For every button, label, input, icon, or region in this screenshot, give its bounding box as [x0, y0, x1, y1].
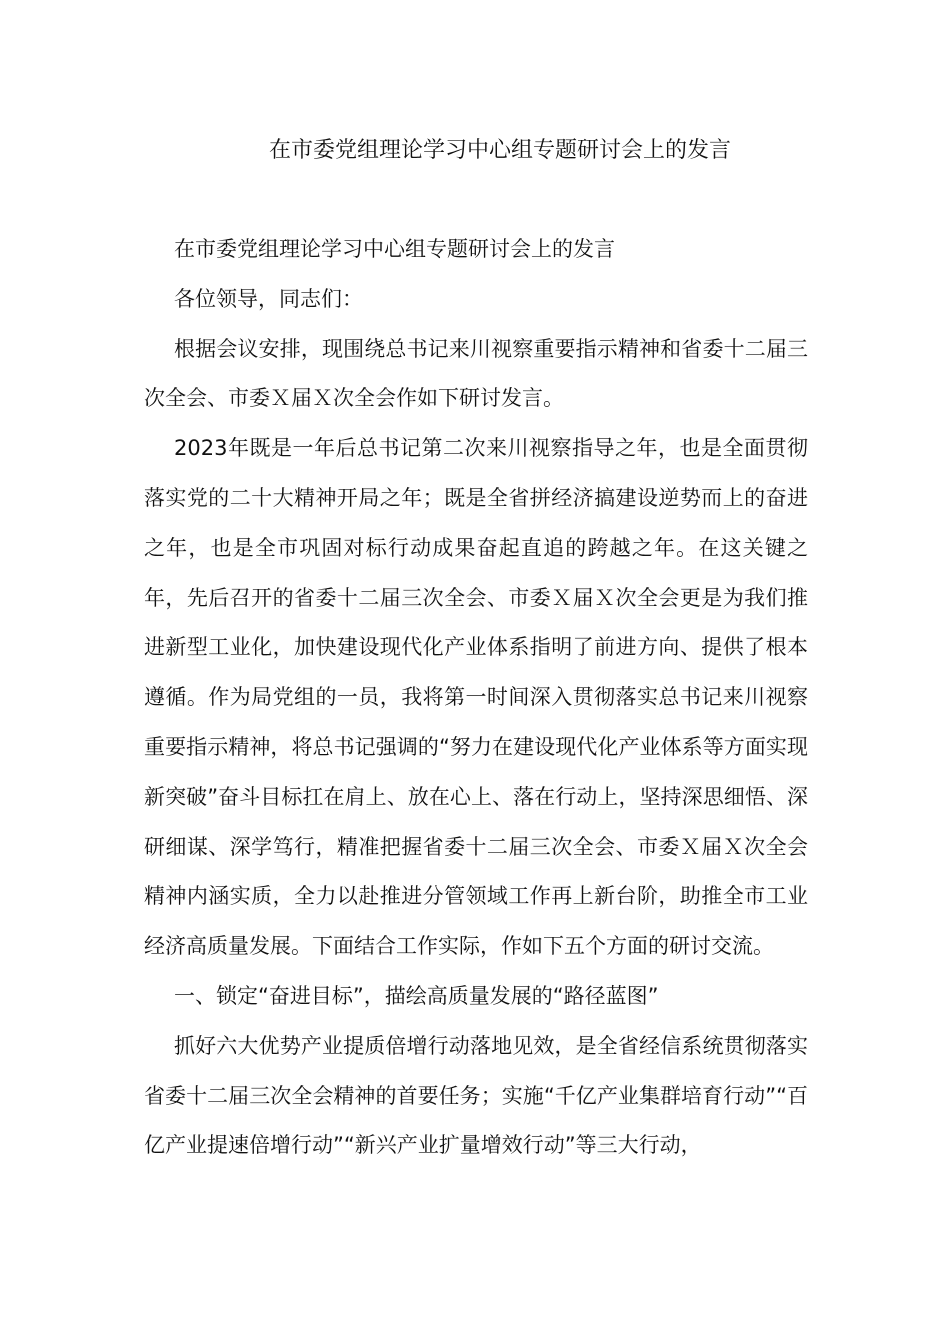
- document-body: [144, 225, 808, 1171]
- paragraph-intro: 根据会议安排，现围绕总书记来川视察重要指示精神和省委十二届三次全会、市委Ｘ届Ｘ次全会作如下研讨发言。: [144, 336, 808, 411]
- paragraph-section-1: 抓好六大优势产业提质倍增行动落地见效，是全省经信系统贯彻落实省委十二届三次全会精神的首要任务；实施“千亿产业集群培育行动”“百亿产业提速倍增行动”“新兴产业扩量增效行动”等三大行动，: [144, 1033, 808, 1158]
- paragraph-heading-repeat: 在市委党组理论学习中心组专题研讨会上的发言: [174, 237, 615, 261]
- paragraph-context: 2023年既是一年后总书记第二次来川视察指导之年，也是全面贯彻落实党的二十大精神开局之年；既是全省拼经济搞建设逆势而上的奋进之年，也是全市巩固对标行动成果奋起直追的跨越之年。在这关键之年，先后召开的省委十二届三次全会、市委Ｘ届Ｘ次全会更是为我们推进新型工业化，加快建设现代化产业体系指明了前进方向、提供了根本遵循。作为局党组的一员，我将第一时间深入贯彻落实总书记来川视察重要指示精神，将总书记强调的“努力在建设现代化产业体系等方面实现新突破”奋斗目标扛在肩上、放在心上、落在行动上，坚持深思细悟、深研细谋、深学笃行，精准把握省委十二届三次全会、市委Ｘ届Ｘ次全会精神内涵实质，全力以赴推进分管领域工作再上新台阶，助推全市工业经济高质量发展。下面结合工作实际，作如下五个方面的研讨交流。: [144, 436, 808, 959]
- document-title: 在市委党组理论学习中心组专题研讨会上的发言: [268, 138, 731, 163]
- paragraph-salutation: 各位领导，同志们：: [174, 286, 363, 311]
- section-heading-1: 一、锁定“奋进目标”，描绘高质量发展的“路径蓝图”: [174, 983, 659, 1008]
